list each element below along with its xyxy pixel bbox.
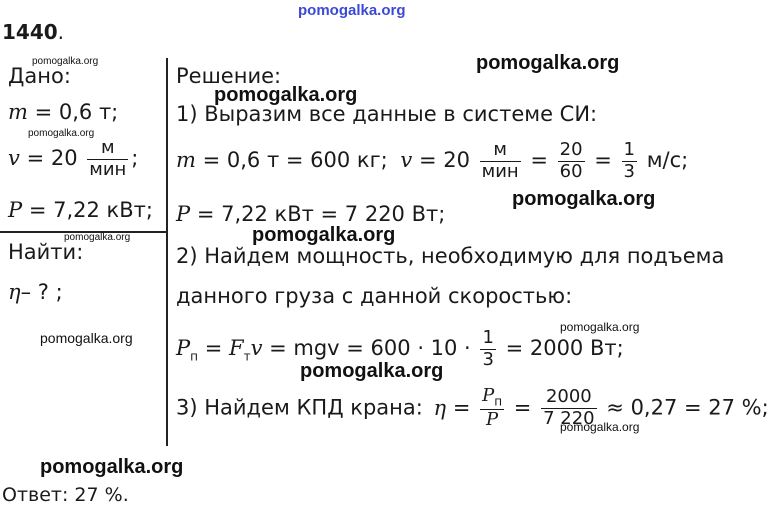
power-f-subscript: т: [243, 349, 251, 364]
problem-number-dot: .: [57, 20, 65, 44]
find-target-rest: – ? ;: [20, 280, 63, 304]
solution-conv-power: [176, 202, 445, 226]
conv-speed-eq-2: =: [530, 148, 548, 173]
given-power-symbol: P: [8, 198, 23, 222]
watermark-4: pomogalka.org: [476, 52, 620, 74]
power-v-symbol: v: [250, 336, 263, 361]
solution-efficiency: [176, 386, 769, 431]
given-mass-value: = 0,6 т;: [34, 100, 119, 124]
solution-conversions: [176, 140, 688, 182]
power-result: = 2000 Вт;: [505, 336, 624, 361]
problem-number-value: 1440: [2, 20, 58, 44]
given-divider-vertical: [166, 58, 168, 446]
solution-step2-line2: данного груза с данной скоростью:: [176, 284, 573, 308]
watermark-12: pomogalka.org: [40, 456, 184, 478]
conv-speed-num-2: 20: [559, 139, 583, 160]
conv-power-symbol: P: [176, 202, 191, 226]
conv-speed-fraction-3: [622, 140, 637, 182]
watermark-10: pomogalka.org: [300, 360, 444, 382]
watermark-8: pomogalka.org: [560, 320, 640, 334]
find-header: Найти:: [8, 240, 84, 264]
conv-speed-fraction-2: [558, 140, 585, 182]
given-speed-value: = 20: [26, 146, 78, 171]
watermark-1: pomogalka.org: [32, 56, 99, 67]
eff-numerator-1: [480, 386, 504, 410]
power-f-symbol: F: [228, 336, 244, 361]
watermark-7: pomogalka.org: [252, 224, 396, 246]
conv-mass-value: = 0,6 т = 600 кг;: [202, 148, 388, 173]
conv-speed-num-1: м: [480, 140, 521, 162]
watermark-top: pomogalka.org: [298, 2, 406, 19]
power-p-subscript: п: [190, 349, 198, 364]
given-speed-denominator: мин: [89, 158, 127, 180]
power-fraction: [480, 328, 495, 370]
given-power-value: = 7,22 кВт;: [28, 198, 153, 222]
given-speed-numerator: м: [87, 138, 128, 160]
eff-eta-symbol: η: [433, 395, 447, 420]
power-denominator: 3: [482, 348, 494, 370]
answer: Ответ: 27 %.: [2, 484, 129, 506]
eff-result: ≈ 0,27 = 27 %;: [606, 395, 769, 420]
conv-speed-unit: м/с;: [646, 148, 689, 173]
eff-denominator-1: P: [486, 409, 499, 431]
conv-speed-den-2: 60: [559, 160, 583, 182]
watermark-3: pomogalka.org: [64, 232, 131, 243]
eff-fraction-1: [480, 386, 504, 431]
eff-eq-2: =: [513, 395, 532, 420]
given-mass-symbol: m: [8, 100, 28, 124]
eff-denominator-2: 7 220: [543, 408, 595, 430]
eff-numerator-2: 2000: [541, 387, 597, 409]
conv-power-value: = 7,22 кВт = 7 220 Вт;: [196, 202, 446, 226]
given-speed-symbol: v: [8, 146, 20, 171]
conv-speed-num-3: 1: [623, 139, 635, 160]
given-speed: [8, 138, 138, 180]
power-eq: =: [204, 336, 223, 361]
watermark-6: pomogalka.org: [512, 188, 656, 210]
solution-step1: 1) Выразим все данные в системе СИ:: [176, 102, 598, 126]
eff-eq: =: [452, 395, 471, 420]
watermark-2: pomogalka.org: [28, 128, 95, 139]
given-header: Дано:: [8, 64, 71, 88]
conv-speed-eq-3: =: [594, 148, 612, 173]
conv-speed-den-3: 3: [623, 160, 635, 182]
problem-number: [2, 20, 64, 44]
conv-speed-fraction-1: [480, 140, 521, 182]
solution-header: Решение:: [176, 64, 282, 88]
eff-num-subscript: п: [494, 394, 503, 409]
power-p-symbol: P: [176, 336, 191, 361]
given-power: [8, 198, 153, 222]
find-target-symbol: η: [8, 280, 21, 304]
conv-speed-eq: = 20: [418, 148, 470, 173]
conv-speed-den-1: мин: [481, 160, 519, 182]
solution-step2-line1: 2) Найдем мощность, необходимую для подъема: [176, 244, 725, 268]
watermark-11: pomogalka.org: [560, 420, 640, 434]
power-middle: = mgv = 600 · 10 ·: [269, 336, 471, 361]
power-numerator: 1: [482, 327, 494, 348]
conv-speed-symbol: v: [400, 148, 413, 173]
eff-num-symbol: P: [482, 385, 495, 406]
given-speed-end: ;: [131, 146, 139, 171]
step3-text: 3) Найдем КПД крана:: [176, 395, 423, 420]
conv-mass-symbol: m: [176, 148, 196, 173]
given-speed-fraction: [87, 138, 128, 180]
watermark-5: pomogalka.org: [214, 84, 358, 106]
find-target: [8, 280, 63, 304]
given-mass: [8, 100, 118, 124]
watermark-9: pomogalka.org: [40, 330, 133, 346]
